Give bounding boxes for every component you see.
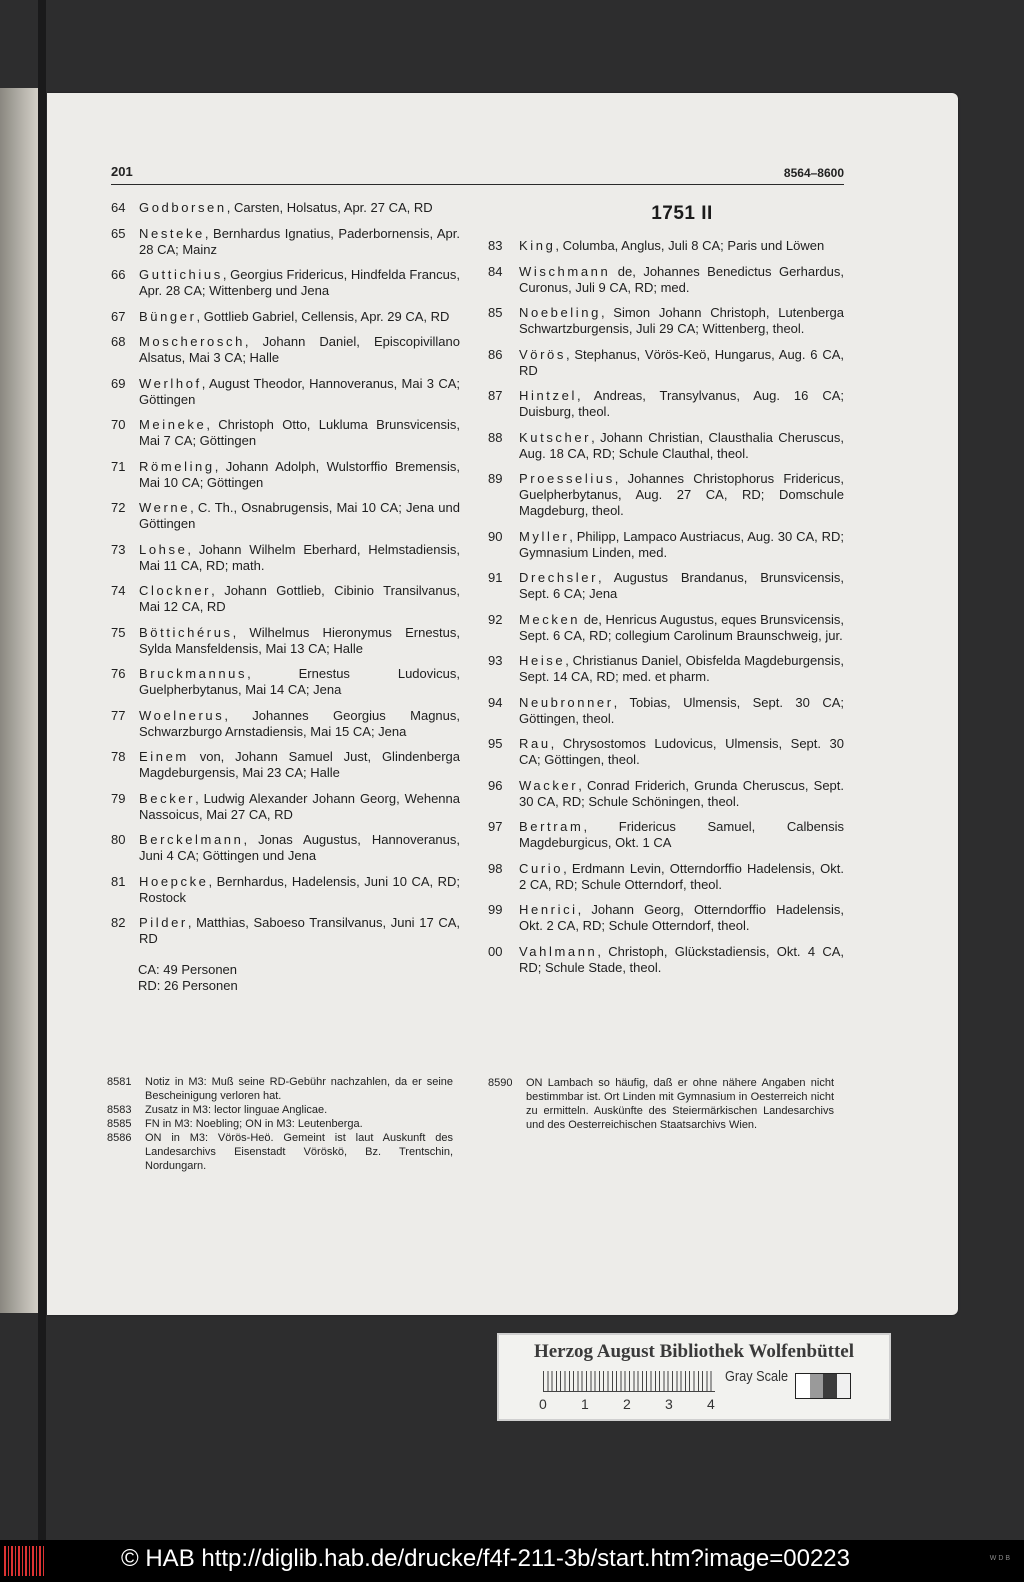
entry-number: 65 [111,225,126,241]
entry-details: de, Henricus Augustus, eques Brunsvicensis, Sept. 6 CA, RD; collegium Carolinum Braunschweig, jur. [519,611,844,643]
entry-surname: Guttichius [139,267,223,282]
entry-number: 72 [111,500,126,515]
entry-details: , Simon Johann Christoph, Lutenberga Schwartzburgensis, Juli 29 CA; Wittenberg, theol. [519,305,844,336]
entry-surname: Werne [139,500,191,515]
register-entry [108,334,460,366]
entry-details: , C. Th., Osnabrugensis, Mai 10 CA; Jena und Göttingen [139,500,460,531]
entry-details: von, Johann Samuel Just, Glindenberga Magdeburgensis, Mai 23 CA; Halle [139,749,460,780]
footer-bar [0,1540,1024,1582]
register-entry [488,264,844,296]
entry-details: , Ernestus Ludovicus, Guelpherbytanus, Mai 14 CA; Jena [139,666,460,697]
page-header [111,160,844,185]
gray-swatch [796,1374,810,1398]
entry-surname: Noebeling [519,305,601,320]
entry-details: , Johannes Georgius Magnus, Schwarzburgo Arnstadiensis, Mai 15 CA; Jena [139,707,460,739]
entry-details: , Conrad Friderich, Grunda Cheruscus, Sept. 30 CA, RD; Schule Schöningen, theol. [519,777,844,809]
footnote-text: ON Lambach so häufig, daß er ohne nähere Angaben nicht bestimmbar ist. Ort Linden mit Gymnasium in Oesterreich nicht zu ermitteln. Auskünfte des Steiermärkischen Landesarchivs und des Oesterreichischen Staatsarchivs Wien. [526,1077,834,1131]
entry-surname: Myller [519,528,570,544]
entry-number: 96 [488,777,503,793]
entry-surname: Wischmann [519,263,611,279]
entry-surname: Berckelmann [139,832,244,847]
entry-number: 75 [111,624,126,640]
gray-scale-swatches [795,1373,851,1399]
entry-surname: Nesteke [139,225,205,241]
register-entry [108,832,460,864]
entry-number: 83 [488,238,503,253]
entry-number: 88 [488,429,503,445]
register-entry [108,749,460,781]
entry-number: 82 [111,915,126,930]
register-entry [488,736,844,768]
entry-surname: Lohse [139,541,188,557]
entry-surname: Vahlmann [519,943,598,959]
entry-details: , Johann Christian, Clausthalia Cheruscus, Aug. 18 CA, RD; Schule Clauthal, theol. [519,429,844,461]
entry-details: , Wilhelmus Hieronymus Ernestus, Sylda Mansfeldensis, Mai 13 CA; Halle [139,624,460,656]
entry-details: , Augustus Brandanus, Brunsvicensis, Sept. 6 CA; Jena [519,570,844,601]
entry-details: , Fridericus Samuel, Calbensis Magdeburgicus, Okt. 1 CA [519,819,844,850]
entry-number: 85 [488,305,503,320]
register-entry [108,459,460,491]
right-column [488,200,844,985]
entry-details: , Johann Adolph, Wulstorffio Bremensis, Mai 10 CA; Göttingen [139,458,460,490]
footnote-number: 8583 [107,1104,132,1116]
register-entry [108,708,460,740]
entry-surname: Kutscher [519,429,592,445]
entry-number: 86 [488,346,503,362]
section-title: 1751 II [651,203,713,224]
register-entry [108,309,460,325]
entry-surname: Einem [139,749,189,764]
entry-number: 78 [111,749,126,764]
entry-surname: Vörös [519,346,566,362]
copyright-url[interactable]: © HAB http://diglib.hab.de/drucke/f4f-211-3b/start.htm?image=00223 [121,1545,850,1572]
entry-number: 99 [488,902,503,917]
library-name: Herzog August Bibliothek Wolfenbüttel [533,1341,855,1362]
register-entry [488,238,844,254]
register-entry [488,471,844,519]
entry-number: 64 [111,200,126,215]
scale-2: 2 [623,1396,631,1412]
entry-number: 94 [488,694,503,710]
register-entry [108,625,460,657]
register-entry [108,500,460,532]
entry-details: , Andreas, Transylvanus, Aug. 16 CA; Duisburg, theol. [519,388,844,419]
entry-details: , Tobias, Ulmensis, Sept. 30 CA; Göttingen, theol. [519,694,844,726]
entry-surname: Drechsler [519,570,599,585]
footnote-text: Zusatz in M3: lector linguae Anglicae. [145,1104,328,1116]
footnote-number: 8590 [488,1077,513,1089]
entry-number: 79 [111,790,126,806]
entry-surname: Clockner [139,583,212,598]
entry-number: 80 [111,832,126,847]
footnote-text: ON in M3: Vörös-Heö. Gemeint ist laut Auskunft des Landesarchivs Eisenstadt Vöröskö, Bz. Trentschin, Nordungarn. [145,1132,453,1172]
entry-surname: Pilder [139,915,188,930]
barcode-icon [4,1546,46,1576]
entry-surname: Römeling [139,458,215,474]
footnote-text: FN in M3: Noebling; ON in M3: Leutenberga. [145,1118,363,1130]
entry-details: , Bernhardus Ignatius, Paderbornensis, Apr. 28 CA; Mainz [139,225,460,257]
entry-details: , Georgius Fridericus, Hindfelda Francus, Apr. 28 CA; Wittenberg und Jena [139,267,460,298]
page-number: 201 [111,164,133,179]
entry-details: , August Theodor, Hannoveranus, Mai 3 CA; Göttingen [139,375,460,407]
register-entry [108,666,460,698]
scale-3: 3 [665,1396,673,1412]
footer-mark: W D B [989,1555,1010,1562]
entry-details: , Christoph Otto, Lukluma Brunsvicensis, Mai 7 CA; Göttingen [139,417,460,448]
entry-number: 68 [111,334,126,349]
entry-surname: Böttichérus [139,624,233,640]
footnote-number: 8585 [107,1118,132,1130]
entry-details: , Gottlieb Gabriel, Cellensis, Apr. 29 CA, RD [196,308,450,324]
register-entry [488,653,844,685]
entry-surname: Hoepcke [139,873,209,889]
entry-details: , Philipp, Lampaco Austriacus, Aug. 30 CA, RD; Gymnasium Linden, med. [519,528,844,560]
entry-details: , Carsten, Holsatus, Apr. 27 CA, RD [226,200,433,215]
entry-number: 98 [488,860,503,876]
register-entry [108,915,460,947]
register-entry [108,874,460,906]
footnote [488,1076,834,1132]
entry-number: 73 [111,541,126,557]
scale-0: 0 [539,1396,547,1412]
entry-surname: Heise [519,653,566,668]
entry-range: 8564–8600 [783,166,844,180]
entry-surname: Wacker [519,777,579,793]
register-entry [108,200,460,216]
footnote [107,1117,453,1131]
entry-number: 93 [488,653,503,668]
footnote [107,1131,453,1173]
summary [108,962,460,994]
entry-number: 87 [488,388,503,403]
entry-number: 76 [111,666,126,681]
entry-number: 71 [111,458,126,474]
entry-number: 92 [488,611,503,627]
register-entry [488,430,844,462]
register-entry [108,226,460,258]
entry-details: , Johann Daniel, Episcopivillano Alsatus, Mai 3 CA; Halle [139,334,460,365]
entry-details: , Stephanus, Vörös-Keö, Hungarus, Aug. 6 CA, RD [519,346,844,378]
scale-1: 1 [581,1396,589,1412]
register-entry [488,778,844,810]
entry-details: , Christianus Daniel, Obisfelda Magdeburgensis, Sept. 14 CA, RD; med. et pharm. [519,653,844,684]
ruler-icon [543,1371,715,1392]
entry-surname: Woelnerus [139,707,225,723]
register-entry [108,267,460,299]
summary-rd: RD: 26 Personen [138,978,238,993]
register-entry [488,529,844,561]
left-column [108,200,460,994]
summary-ca: CA: 49 Personen [138,962,238,977]
entry-surname: Bruckmannus [139,666,248,681]
entry-details: , Columba, Anglus, Juli 8 CA; Paris und Löwen [555,238,825,253]
footnote [107,1103,453,1117]
entry-details: , Chrysostomos Ludovicus, Ulmensis, Sept. 30 CA; Göttingen, theol. [519,736,844,767]
entry-surname: King [519,238,556,253]
footnote-number: 8586 [107,1132,132,1144]
gray-swatch [810,1374,824,1398]
register-entry [488,695,844,727]
register-entry [488,347,844,379]
register-entry [108,542,460,574]
footnote-number: 8581 [107,1076,132,1088]
entry-number: 00 [488,943,503,959]
entry-surname: Rau [519,736,551,751]
entry-surname: Godborsen [139,200,227,215]
entry-surname: Werlhof [139,375,202,391]
gray-scale-label: Gray Scale [725,1368,789,1385]
entry-number: 95 [488,736,503,751]
entry-details: , Johann Wilhelm Eberhard, Helmstadiensis, Mai 11 CA, RD; math. [139,541,460,573]
entry-details: , Johann Gottlieb, Cibinio Transilvanus, Mai 12 CA, RD [139,583,460,614]
entry-details: , Jonas Augustus, Hannoveranus, Juni 4 CA; Göttingen und Jena [139,832,460,863]
adjacent-page-edge [0,88,40,1313]
register-entry [488,819,844,851]
entry-surname: Curio [519,860,564,876]
color-calibration-card [497,1333,891,1421]
footnote [107,1075,453,1103]
entry-surname: Mecken [519,611,581,627]
gray-swatch [823,1374,837,1398]
register-entry [488,612,844,644]
register-entry [488,944,844,976]
register-entry [488,902,844,934]
entry-number: 67 [111,308,126,324]
entry-details: de, Johannes Benedictus Gerhardus, Curonus, Juli 9 CA, RD; med. [519,263,844,295]
entry-details: , Matthias, Saboeso Transilvanus, Juni 17 CA, RD [139,915,460,946]
entry-number: 89 [488,471,503,486]
entry-number: 81 [111,873,126,889]
register-entry [488,861,844,893]
footnotes-right [488,1076,834,1132]
entry-details: , Erdmann Levin, Otterndorffio Hadelensis, Okt. 2 CA, RD; Schule Otterndorf, theol. [519,860,844,892]
footnotes-left [107,1075,453,1173]
book-spine [38,0,46,1540]
register-entry [488,388,844,420]
footnote-text: Notiz in M3: Muß seine RD-Gebühr nachzahlen, da er seine Bescheinigung verloren hat. [145,1076,453,1102]
register-entry [108,417,460,449]
entry-surname: Becker [139,790,196,806]
entry-number: 90 [488,528,503,544]
entry-number: 97 [488,819,503,834]
entry-surname: Neubronner [519,694,614,710]
entry-details: , Ludwig Alexander Johann Georg, Wehenna Nassoicus, Mai 27 CA, RD [139,790,460,822]
entry-number: 74 [111,583,126,598]
register-entry [108,583,460,615]
entry-number: 84 [488,263,503,279]
entry-surname: Bertram [519,819,584,834]
entry-number: 66 [111,267,126,282]
entry-surname: Moscherosch [139,334,245,349]
entry-surname: Hintzel [519,388,577,403]
entry-surname: Meineke [139,417,207,432]
gray-swatch [837,1374,851,1398]
entry-surname: Bünger [139,308,197,324]
register-entry [108,376,460,408]
register-entry [108,791,460,823]
entry-details: , Christoph, Glückstadiensis, Okt. 4 CA, RD; Schule Stade, theol. [519,943,844,975]
entry-surname: Proesselius [519,471,615,486]
entry-details: , Bernhardus, Hadelensis, Juni 10 CA, RD; Rostock [139,873,460,905]
entry-details: , Johann Georg, Otterndorffio Hadelensis, Okt. 2 CA, RD; Schule Otterndorf, theol. [519,902,844,933]
register-entry [488,305,844,337]
entry-number: 70 [111,417,126,432]
entry-number: 69 [111,375,126,391]
entry-number: 77 [111,707,126,723]
register-entry [488,570,844,602]
entry-surname: Henrici [519,902,578,917]
entry-details: , Johannes Christophorus Fridericus, Guelpherbytanus, Aug. 27 CA, RD; Domschule Magdeburg, theol. [519,471,844,518]
scale-4: 4 [707,1396,715,1412]
entry-number: 91 [488,570,503,585]
